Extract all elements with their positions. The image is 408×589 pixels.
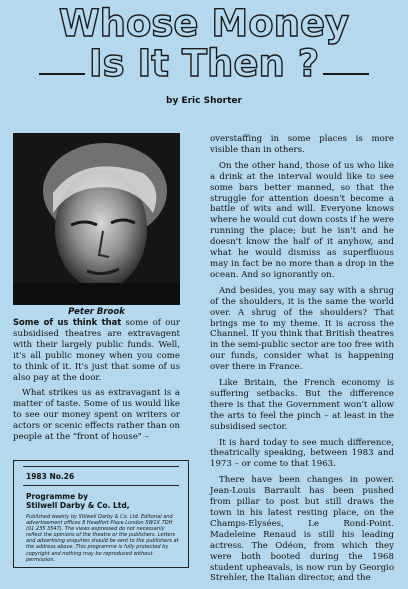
photo-caption: Peter Brook	[68, 307, 125, 317]
title-rule-right	[323, 73, 369, 75]
left-paragraph-1-text: some of our subsidised theatres are extravagent with their largely public funds. Well, it's all public money when you come to think of it. It's just that some of us also pay at the door.	[13, 318, 180, 383]
issue-number: 1983 No.26	[26, 472, 75, 481]
right-paragraph-3: And besides, you may say with a shrug of the shoulders, it is the same the world over. A shrug of the shoulders? That brings me to my theme. It is across the Channel. If you think that British theatres in the semi-public sector are too free with our funds, consider what is happening over there in France.	[210, 285, 394, 373]
lead-in: Some of us think that	[13, 317, 122, 327]
right-paragraph-1: overstaffing in some places is more visible than in others.	[210, 134, 394, 155]
portrait-illustration	[13, 133, 180, 305]
article-title	[0, 4, 408, 84]
right-paragraph-2: On the other hand, those of us who like a drink at the interval would like to see some bars better manned, so that the struggle for attention doesn't become a battle of wits and will. Everyone knows where he would cut down costs if he were running the place; but he isn't and he doesn't know the half of it anyhow, and what he would dismiss as superfluous may in fact be no more than a drop in the ocean. And so ignorantly on.	[210, 160, 394, 280]
left-column	[13, 317, 180, 448]
title-line-1: Whose Money	[58, 2, 350, 45]
programme-by-label: Programme by	[26, 492, 89, 501]
right-paragraph-5: It is hard today to see much difference, theatrically speaking, between 1983 and 1973 – or come to that 1963.	[210, 437, 394, 470]
right-paragraph-4: Like Britain, the French economy is suffering setbacks. But the difference there is that the Government won't allow the arts to feel the pinch – at least in the subsidised sector.	[210, 378, 394, 432]
left-paragraph-2: What strikes us as extravagant is a matter of taste. Some of us would like to see our money spent on writers or actors or scenic effects rather than on people at the "front of house" –	[13, 388, 180, 443]
title-line-2-wrap	[0, 44, 408, 84]
right-column	[210, 134, 394, 589]
publisher-small-print: Published weekly by Stilwell Darby & Co. Ltd. Editorial and advertisement offices 8 Headfort Place London SW1X 7DH (01 235 3547). The views expressed do not necessarily reflect the opinions of the theatre or the publishers. Letters and advertising enquiries should be sent to the publishers at the address above. This programme is fully protected by copyright and nothing may be reproduced without permission.	[26, 514, 179, 563]
title-rule-left	[39, 73, 85, 75]
title-line-2: Is It Then ?	[88, 42, 320, 85]
info-box-divider	[23, 485, 179, 486]
programme-credit	[26, 492, 176, 510]
programme-info-box	[13, 460, 189, 568]
left-paragraph-1	[13, 317, 180, 383]
byline: by Eric Shorter	[166, 96, 242, 106]
portrait-photo	[13, 133, 180, 305]
right-paragraph-6: There have been changes in power. Jean-Louis Barrault has been pushed from pillar to post but still draws the town in his latest resting place, on the Champs-Elysées, Le Rond-Point. Madeleine Renaud is still his leading actress. The Odéon, from which they were both booted during the 1968 student upheavals, is now run by Georgio Strehler, the Italian director, and the	[210, 475, 394, 584]
info-box-top-rule	[23, 466, 179, 467]
publisher-name: Stilwell Darby & Co. Ltd,	[26, 501, 130, 510]
